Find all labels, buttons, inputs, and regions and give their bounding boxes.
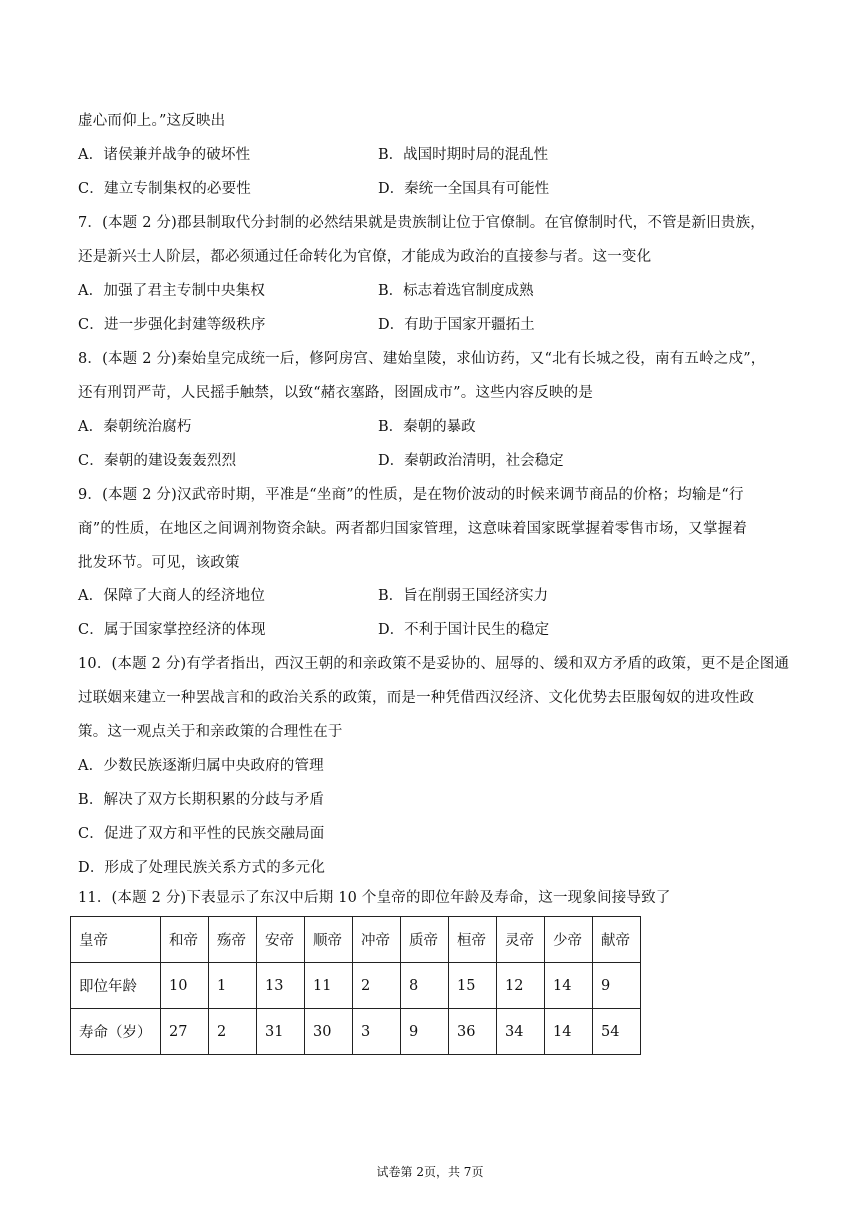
q8-stem-line: 还有刑罚严苛，人民摇手触禁，以致“赭衣塞路，囹圄成市”。这些内容反映的是 [78,385,594,401]
page-footer: 试卷第 2页，共 7页 [376,1165,484,1179]
q9-option-c: C．属于国家掌控经济的体现 [78,622,266,638]
table-row [71,1009,641,1055]
table-cell: 即位年龄 [71,963,161,1009]
q6-option-b: B．战国时期时局的混乱性 [378,147,549,163]
table-header-row [71,917,641,963]
q10-option-d: D．形成了处理民族关系方式的多元化 [78,860,326,876]
q6-option-c: C．建立专制集权的必要性 [78,181,251,197]
table-cell: 13 [257,963,305,1009]
table-cell: 3 [353,1009,401,1055]
table-cell: 1 [209,963,257,1009]
table-cell: 27 [161,1009,209,1055]
table-header-cell: 少帝 [545,917,593,963]
table-cell: 14 [545,1009,593,1055]
q8-option-c: C．秦朝的建设轰轰烈烈 [78,453,237,469]
q10-option-b: B．解决了双方长期积累的分歧与矛盾 [78,792,325,808]
q7-option-d: D．有助于国家开疆拓土 [378,317,535,333]
q9-option-d: D．不利于国计民生的稳定 [378,622,550,638]
table-header-cell: 皇帝 [71,917,161,963]
table-cell: 9 [401,1009,449,1055]
table-header-cell: 冲帝 [353,917,401,963]
q11-stem: 11．(本题 2 分)下表显示了东汉中后期 10 个皇帝的即位年龄及寿命，这一现象间接导致了 [78,890,671,906]
emperor-table [70,916,641,1055]
table-cell: 30 [305,1009,353,1055]
table-header-cell: 安帝 [257,917,305,963]
q9-option-b: B．旨在削弱王国经济实力 [378,588,549,604]
table-header-cell: 灵帝 [497,917,545,963]
q7-stem-line: 7．(本题 2 分)郡县制取代分封制的必然结果就是贵族制让位于官僚制。在官僚制时代，不管是新旧贵族， [78,215,765,231]
table-cell: 15 [449,963,497,1009]
q9-stem-line: 9．(本题 2 分)汉武帝时期，平准是“坐商”的性质，是在物价波动的时候来调节商品的价格；均输是“行 [78,487,744,503]
q8-option-b: B．秦朝的暴政 [378,419,476,435]
table-header-cell: 质帝 [401,917,449,963]
table-cell: 8 [401,963,449,1009]
q10-option-a: A．少数民族逐渐归属中央政府的管理 [78,758,324,774]
table-cell: 36 [449,1009,497,1055]
table-header-cell: 桓帝 [449,917,497,963]
table-header-cell: 献帝 [593,917,641,963]
q7-option-a: A．加强了君主专制中央集权 [78,283,266,299]
table-header-cell: 顺帝 [305,917,353,963]
q10-stem-line: 10．(本题 2 分)有学者指出，西汉王朝的和亲政策不是妥协的、屈辱的、缓和双方矛盾的政策，更不是企图通 [78,656,790,672]
q9-option-a: A．保障了大商人的经济地位 [78,588,266,604]
q10-option-c: C．促进了双方和平性的民族交融局面 [78,826,325,842]
table-cell: 10 [161,963,209,1009]
table-cell: 12 [497,963,545,1009]
q7-stem-line: 还是新兴士人阶层，都必须通过任命转化为官僚，才能成为政治的直接参与者。这一变化 [78,249,652,265]
q8-stem-line: 8．(本题 2 分)秦始皇完成统一后，修阿房宫、建始皇陵，求仙访药，又“北有长城之役，南有五岭之戍”， [78,351,766,367]
table-cell: 2 [209,1009,257,1055]
table-cell: 14 [545,963,593,1009]
q7-option-c: C．进一步强化封建等级秩序 [78,317,266,333]
table-row [71,963,641,1009]
q9-stem-line: 商”的性质，在地区之间调剂物资余缺。两者都归国家管理，这意味着国家既掌握着零售市场，又掌握着 [78,521,748,537]
q6-option-a: A．诸侯兼并战争的破坏性 [78,147,251,163]
q6-stem-tail: 虚心而仰上。”这反映出 [78,113,226,129]
table-cell: 11 [305,963,353,1009]
q10-stem-line: 策。这一观点关于和亲政策的合理性在于 [78,724,343,740]
q8-option-d: D．秦朝政治清明，社会稳定 [378,453,564,469]
q8-option-a: A．秦朝统治腐朽 [78,419,192,435]
table-cell: 34 [497,1009,545,1055]
table-cell: 2 [353,963,401,1009]
table-header-cell: 和帝 [161,917,209,963]
q6-option-d: D．秦统一全国具有可能性 [378,181,550,197]
q9-stem-line: 批发环节。可见，该政策 [78,555,240,571]
table-cell: 寿命（岁） [71,1009,161,1055]
table-header-cell: 殇帝 [209,917,257,963]
table-cell: 9 [593,963,641,1009]
table-cell: 31 [257,1009,305,1055]
q10-stem-line: 过联姻来建立一种罢战言和的政治关系的政策，而是一种凭借西汉经济、文化优势去臣服匈奴的进攻性政 [78,690,755,706]
q7-option-b: B．标志着选官制度成熟 [378,283,534,299]
table-cell: 54 [593,1009,641,1055]
